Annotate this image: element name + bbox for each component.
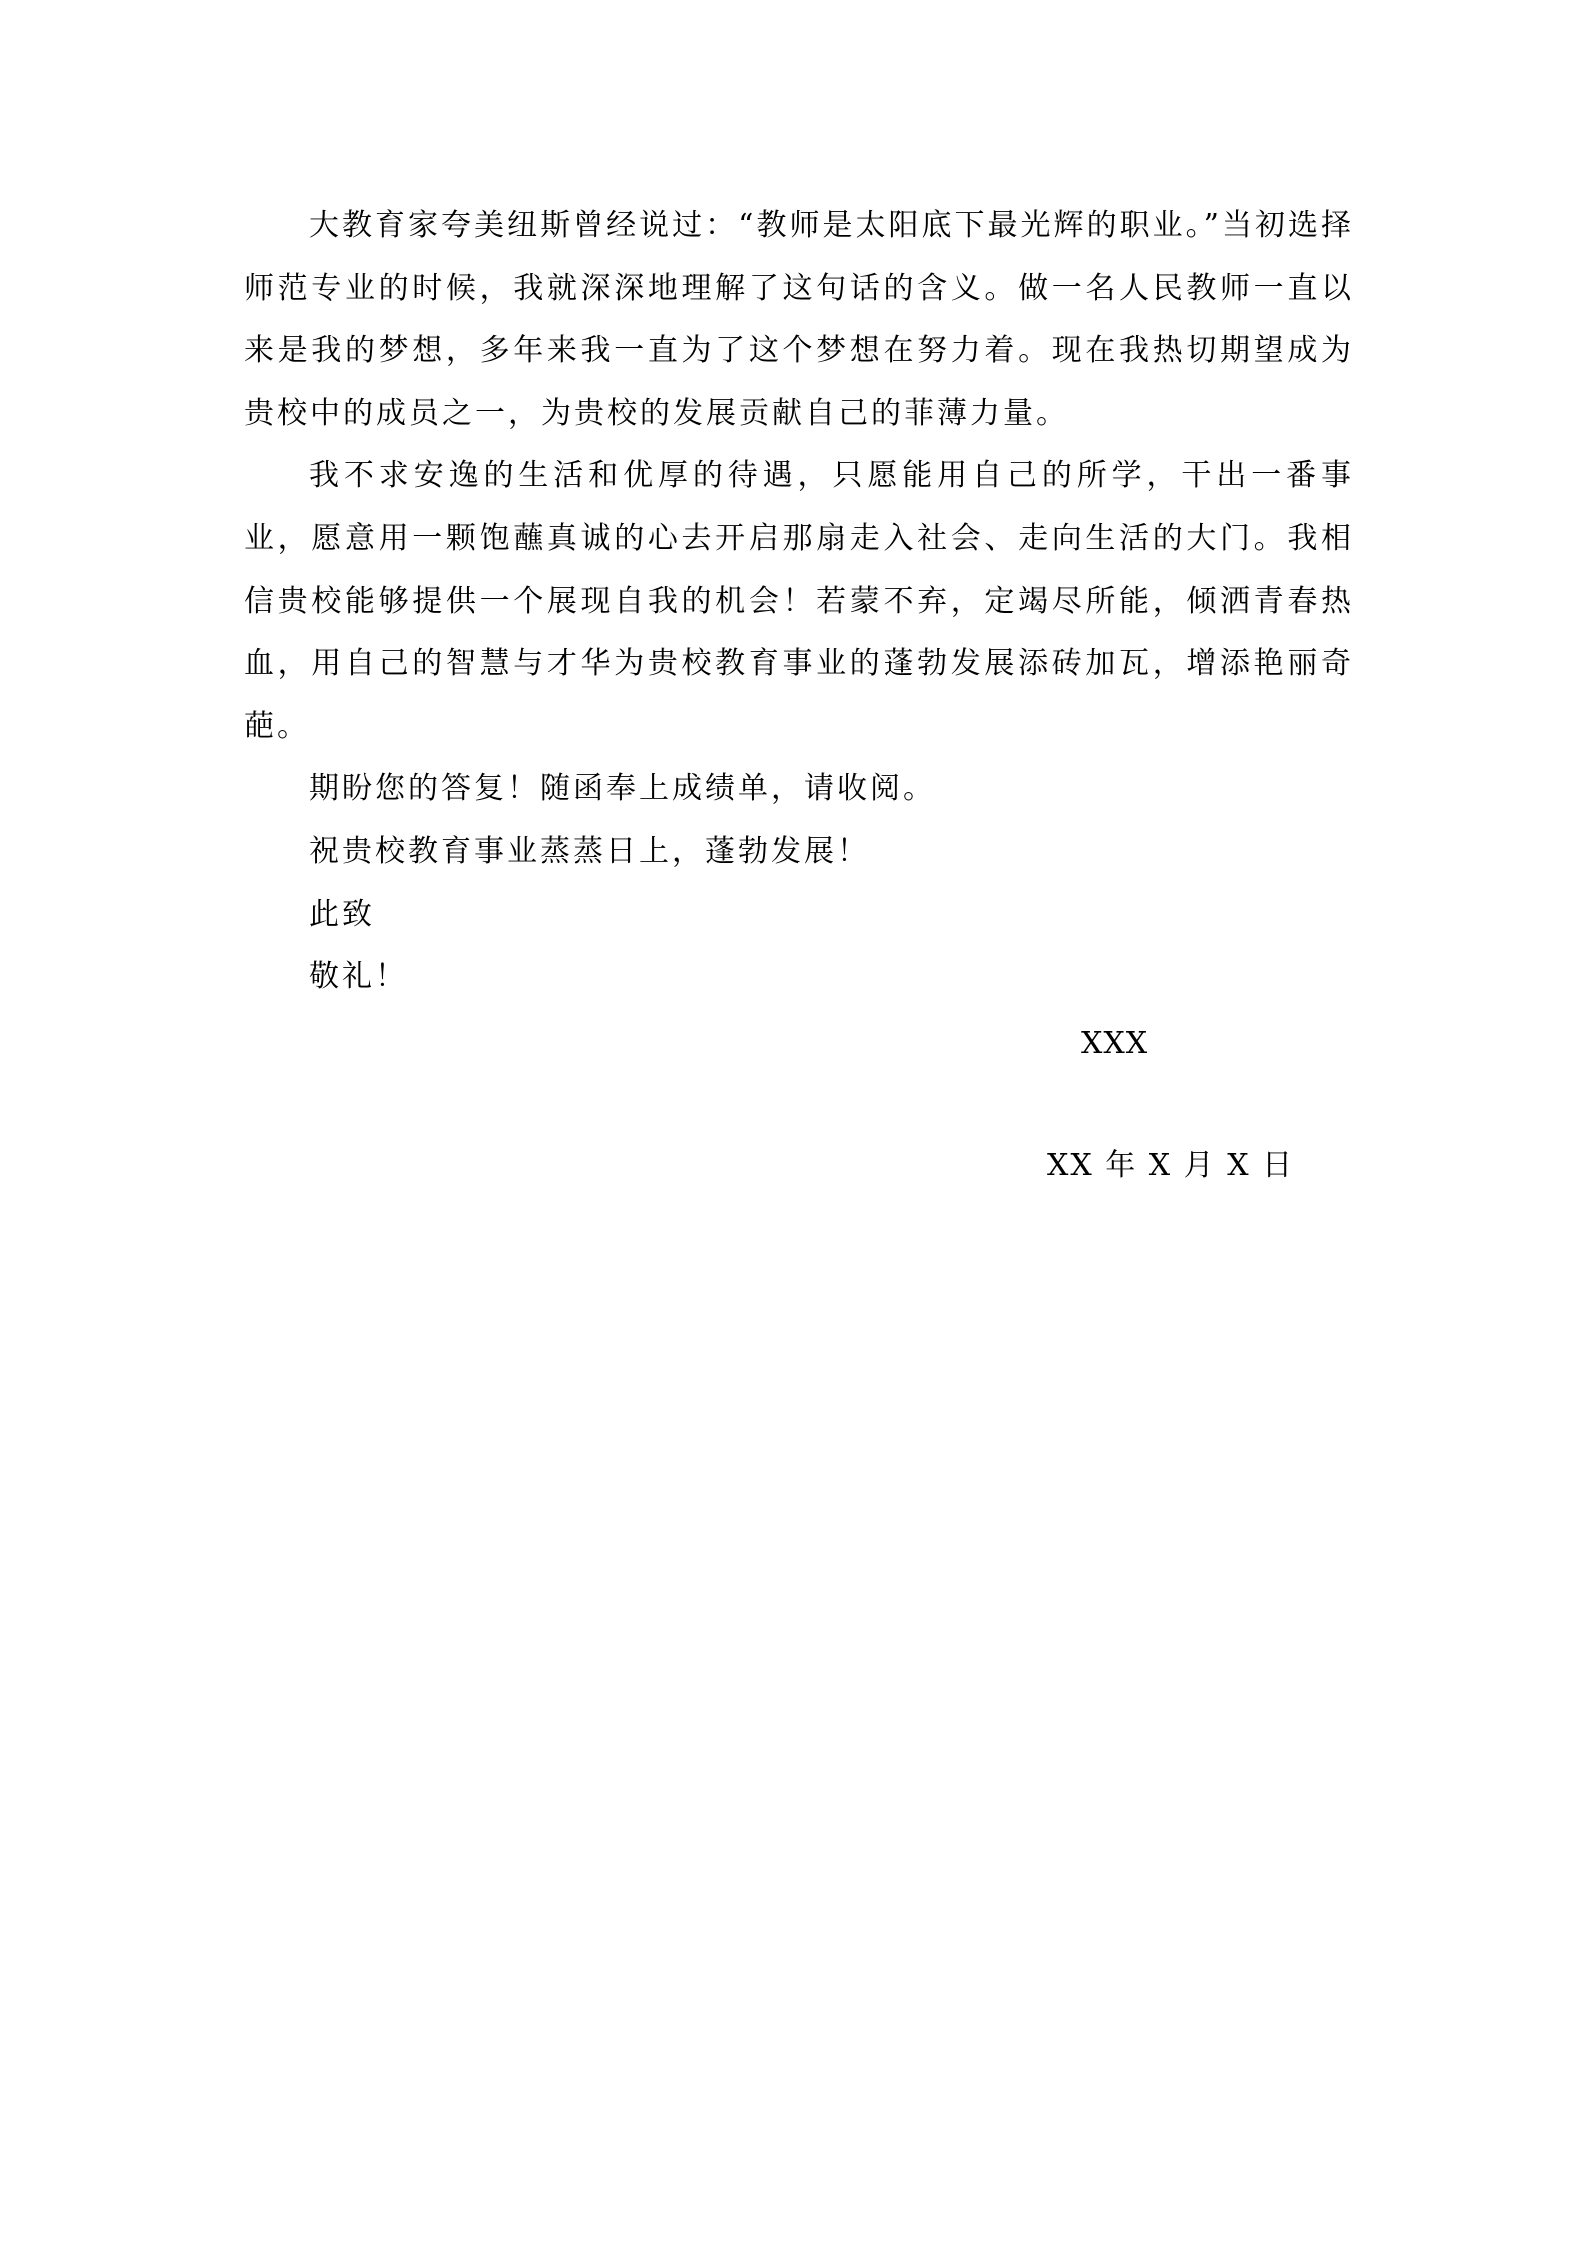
- closing-regards: 敬礼！: [309, 959, 408, 995]
- signature-name: XXX: [1081, 1026, 1149, 1061]
- letter-date: XX 年 X 月 X 日: [1047, 1148, 1295, 1183]
- paragraph-intro: 大教育家夸美纽斯曾经说过：“教师是太阳底下最光辉的职业。”当初选择师范专业的时候，我就深深地理解了这句话的含义。做一名人民教师一直以来是我的梦想，多年来我一直为了这个梦想在努力着。现在我热切期望成为贵校中的成员之一，为贵校的发展贡献自己的菲薄力量。: [244, 208, 1354, 431]
- letter-body: [244, 195, 1354, 1009]
- paragraph-reply-request: 期盼您的答复！随函奉上成绩单，请收阅。: [309, 771, 936, 807]
- closing-salutation: 此致: [309, 896, 375, 932]
- paragraph-aspiration: 我不求安逸的生活和优厚的待遇，只愿能用自己的所学，干出一番事业，愿意用一颗饱蘸真诚的心去开启那扇走入社会、走向生活的大门。我相信贵校能够提供一个展现自我的机会！若蒙不弃，定竭尽所能，倾洒青春热血，用自己的智慧与才华为贵校教育事业的蓬勃发展添砖加瓦，增添艳丽奇葩。: [244, 458, 1354, 744]
- paragraph-wishes: 祝贵校教育事业蒸蒸日上，蓬勃发展！: [309, 833, 870, 869]
